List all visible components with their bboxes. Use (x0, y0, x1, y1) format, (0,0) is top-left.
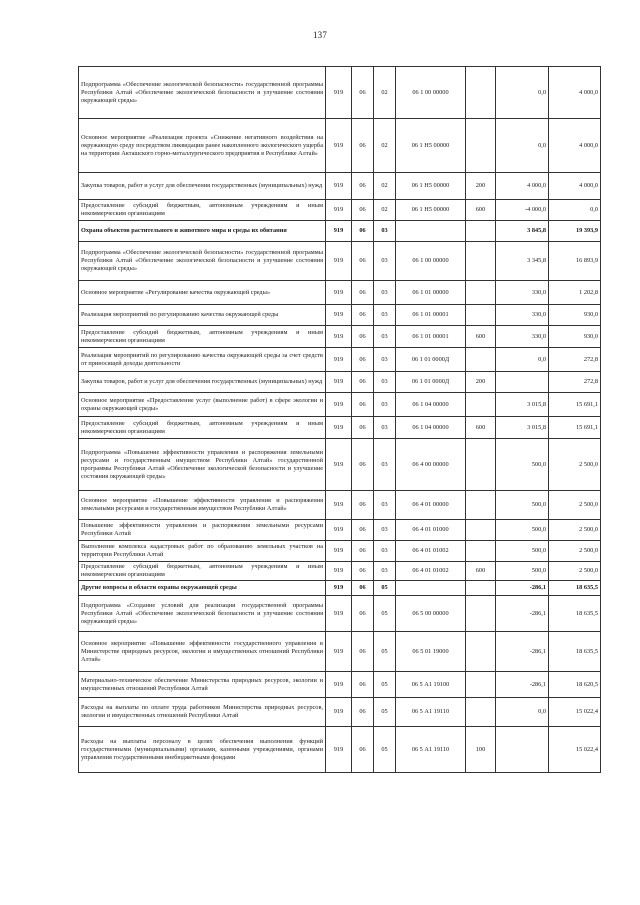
table-row (79, 281, 601, 305)
cell-section: 06 (352, 221, 374, 242)
cell-amount-change (496, 727, 549, 773)
cell-section: 06 (352, 727, 374, 773)
cell-amount-change: 0,0 (496, 698, 549, 727)
table-row (79, 305, 601, 326)
cell-description: Выполнение комплекса кадастровых работ по образованию земельных участков на территории Республики Алтай (79, 541, 326, 562)
cell-target-article: 06 1 04 00000 (396, 417, 466, 439)
cell-amount-total: 930,0 (549, 305, 601, 326)
cell-description: Другие вопросы в области охраны окружающей среды (79, 581, 326, 596)
cell-description: Закупка товаров, работ и услуг для обеспечения государственных (муниципальных) нужд (79, 173, 326, 200)
cell-expense-type (466, 67, 496, 119)
cell-amount-total: 15 022,4 (549, 698, 601, 727)
cell-target-article: 06 1 00 00000 (396, 67, 466, 119)
cell-amount-change: -286,1 (496, 596, 549, 632)
cell-amount-change: 500,0 (496, 541, 549, 562)
cell-expense-type (466, 632, 496, 672)
cell-target-article: 06 1 Н5 00000 (396, 173, 466, 200)
cell-section: 06 (352, 281, 374, 305)
cell-amount-total: 2 500,0 (549, 520, 601, 541)
table-row (79, 67, 601, 119)
cell-amount-total: 0,0 (549, 200, 601, 221)
cell-amount-change: 330,0 (496, 281, 549, 305)
cell-subsection: 05 (374, 698, 396, 727)
cell-ministry-code: 919 (326, 672, 352, 698)
table-row (79, 326, 601, 348)
cell-subsection: 03 (374, 417, 396, 439)
cell-amount-change: 500,0 (496, 439, 549, 491)
cell-section: 06 (352, 491, 374, 520)
cell-description: Основное мероприятие «Регулирование качества окружающей среды» (79, 281, 326, 305)
cell-description: Расходы на выплаты по оплате труда работников Министерства природных ресурсов, экологии и имущественных отношений Республики Алтай (79, 698, 326, 727)
cell-subsection: 03 (374, 520, 396, 541)
cell-subsection: 03 (374, 439, 396, 491)
cell-expense-type: 100 (466, 727, 496, 773)
cell-section: 06 (352, 672, 374, 698)
cell-description: Основное мероприятие «Реализация проекта «Снижение негативного воздействия на окружающую среду посредством ликвидации ранее накопленного экологического ущерба на территории Акташского горно-металлургического предприятия в Республике Алтай» (79, 119, 326, 173)
table-row (79, 173, 601, 200)
cell-target-article: 06 1 Н5 00000 (396, 119, 466, 173)
table-row (79, 348, 601, 372)
cell-target-article: 06 5 А1 19110 (396, 727, 466, 773)
cell-subsection: 03 (374, 491, 396, 520)
cell-expense-type (466, 439, 496, 491)
cell-subsection: 02 (374, 67, 396, 119)
cell-ministry-code: 919 (326, 727, 352, 773)
cell-amount-total: 2 500,0 (549, 562, 601, 581)
cell-section: 06 (352, 242, 374, 281)
cell-description: Расходы на выплаты персоналу в целях обеспечения выполнения функций государственными (муниципальными) органами, казенными учреждениями, органами управления государственными внебюджетными фондами (79, 727, 326, 773)
cell-amount-total: 930,0 (549, 326, 601, 348)
cell-amount-change (496, 372, 549, 393)
table-row (79, 581, 601, 596)
cell-ministry-code: 919 (326, 632, 352, 672)
cell-ministry-code: 919 (326, 562, 352, 581)
cell-subsection: 02 (374, 173, 396, 200)
cell-expense-type: 600 (466, 200, 496, 221)
cell-target-article: 06 1 01 00001 (396, 326, 466, 348)
table-row (79, 393, 601, 417)
cell-amount-total: 4 000,0 (549, 173, 601, 200)
cell-subsection: 03 (374, 221, 396, 242)
cell-description: Подпрограмма «Обеспечение экологической безопасности» государственной программы Республики Алтай «Обеспечение экологической безопасности и улучшение состояния окружающей среды» (79, 67, 326, 119)
cell-amount-total: 4 000,0 (549, 67, 601, 119)
cell-expense-type (466, 541, 496, 562)
cell-amount-change: 3 015,8 (496, 393, 549, 417)
cell-target-article: 06 4 01 01000 (396, 520, 466, 541)
cell-amount-total: 2 500,0 (549, 439, 601, 491)
cell-amount-total: 15 691,1 (549, 417, 601, 439)
cell-section: 06 (352, 67, 374, 119)
table-row (79, 200, 601, 221)
cell-target-article: 06 1 04 00000 (396, 393, 466, 417)
cell-description: Основное мероприятие «Повышение эффективности государственного управления в Министерстве природных ресурсов, экологии и имущественных отношений Республики Алтай» (79, 632, 326, 672)
table-row (79, 562, 601, 581)
cell-description: Повышение эффективности управления и распоряжения земельными ресурсами Республики Алтай (79, 520, 326, 541)
cell-expense-type (466, 281, 496, 305)
cell-description: Реализация мероприятий по регулированию качества окружающей среды (79, 305, 326, 326)
cell-section: 06 (352, 393, 374, 417)
cell-ministry-code: 919 (326, 372, 352, 393)
table-row (79, 596, 601, 632)
cell-ministry-code: 919 (326, 348, 352, 372)
cell-ministry-code: 919 (326, 67, 352, 119)
cell-target-article: 06 1 01 00001 (396, 305, 466, 326)
cell-expense-type (466, 221, 496, 242)
cell-expense-type (466, 393, 496, 417)
cell-amount-change: 3 015,8 (496, 417, 549, 439)
cell-expense-type (466, 698, 496, 727)
cell-ministry-code: 919 (326, 581, 352, 596)
cell-section: 06 (352, 305, 374, 326)
cell-section: 06 (352, 372, 374, 393)
cell-ministry-code: 919 (326, 596, 352, 632)
cell-subsection: 03 (374, 305, 396, 326)
cell-section: 06 (352, 417, 374, 439)
cell-amount-change: 330,0 (496, 305, 549, 326)
cell-amount-change: 3 845,8 (496, 221, 549, 242)
cell-section: 06 (352, 520, 374, 541)
cell-section: 06 (352, 541, 374, 562)
cell-subsection: 05 (374, 632, 396, 672)
cell-subsection: 02 (374, 200, 396, 221)
cell-ministry-code: 919 (326, 520, 352, 541)
cell-description: Подпрограмма «Повышение эффективности управления и распоряжения земельными ресурсами и государственным имуществом Республики Алтай» государственной программы Республики Алтай «Обеспечение экологической безопасности и улучшение состояния окружающей среды» (79, 439, 326, 491)
cell-section: 06 (352, 173, 374, 200)
cell-ministry-code: 919 (326, 491, 352, 520)
cell-description: Основное мероприятие «Повышение эффективности управления и распоряжения земельными ресурсами и государственным имуществом Республики Алтай» (79, 491, 326, 520)
cell-description: Подпрограмма «Обеспечение экологической безопасности» государственной программы Республики Алтай «Обеспечение экологической безопасности и улучшение состояния окружающей среды» (79, 242, 326, 281)
cell-target-article: 06 1 01 00000 (396, 281, 466, 305)
cell-target-article: 06 1 01 0000Д (396, 348, 466, 372)
table-row (79, 491, 601, 520)
cell-expense-type: 200 (466, 173, 496, 200)
cell-amount-total: 2 500,0 (549, 491, 601, 520)
cell-amount-total: 2 500,0 (549, 541, 601, 562)
cell-subsection: 05 (374, 581, 396, 596)
cell-section: 06 (352, 348, 374, 372)
cell-amount-total: 272,8 (549, 348, 601, 372)
cell-ministry-code: 919 (326, 173, 352, 200)
cell-amount-total: 15 691,1 (549, 393, 601, 417)
cell-ministry-code: 919 (326, 541, 352, 562)
cell-subsection: 05 (374, 672, 396, 698)
cell-subsection: 02 (374, 119, 396, 173)
table-row (79, 541, 601, 562)
cell-target-article: 06 5 А1 19100 (396, 672, 466, 698)
cell-amount-total: 1 202,8 (549, 281, 601, 305)
cell-subsection: 03 (374, 372, 396, 393)
table-row (79, 221, 601, 242)
cell-subsection: 03 (374, 242, 396, 281)
cell-section: 06 (352, 562, 374, 581)
table-row (79, 119, 601, 173)
page-number: 137 (312, 30, 328, 40)
cell-amount-total: 18 635,5 (549, 632, 601, 672)
cell-target-article: 06 1 01 0000Д (396, 372, 466, 393)
cell-description: Основное мероприятие «Предоставление услуг (выполнение работ) в сфере экологии и охраны окружающей среды» (79, 393, 326, 417)
cell-amount-total: 18 635,5 (549, 596, 601, 632)
cell-expense-type (466, 119, 496, 173)
cell-subsection: 03 (374, 326, 396, 348)
cell-amount-change: 0,0 (496, 67, 549, 119)
cell-subsection: 03 (374, 281, 396, 305)
cell-expense-type (466, 596, 496, 632)
table-row (79, 242, 601, 281)
cell-amount-change: 500,0 (496, 562, 549, 581)
cell-expense-type (466, 305, 496, 326)
cell-subsection: 03 (374, 562, 396, 581)
cell-amount-change: -286,1 (496, 632, 549, 672)
cell-subsection: 03 (374, 393, 396, 417)
table-row (79, 372, 601, 393)
cell-target-article: 06 5 А1 19110 (396, 698, 466, 727)
table-row (79, 672, 601, 698)
cell-ministry-code: 919 (326, 221, 352, 242)
cell-target-article: 06 5 00 00000 (396, 596, 466, 632)
cell-target-article: 06 1 Н5 00000 (396, 200, 466, 221)
budget-table (78, 66, 601, 773)
cell-description: Материально-техническое обеспечение Министерства природных ресурсов, экологии и имущественных отношений Республики Алтай (79, 672, 326, 698)
cell-amount-total: 18 635,5 (549, 581, 601, 596)
cell-target-article: 06 4 01 01002 (396, 562, 466, 581)
cell-ministry-code: 919 (326, 242, 352, 281)
cell-expense-type: 600 (466, 326, 496, 348)
cell-expense-type: 600 (466, 417, 496, 439)
cell-target-article: 06 4 01 01002 (396, 541, 466, 562)
cell-description: Предоставление субсидий бюджетным, автономным учреждениям и иным некоммерческим организациям (79, 417, 326, 439)
cell-section: 06 (352, 581, 374, 596)
cell-ministry-code: 919 (326, 326, 352, 348)
cell-amount-total: 4 000,0 (549, 119, 601, 173)
cell-target-article: 06 4 01 00000 (396, 491, 466, 520)
cell-amount-change: 0,0 (496, 348, 549, 372)
cell-section: 06 (352, 200, 374, 221)
budget-table-body (79, 67, 601, 773)
cell-section: 06 (352, 439, 374, 491)
cell-expense-type (466, 581, 496, 596)
cell-amount-total: 16 893,9 (549, 242, 601, 281)
table-row (79, 417, 601, 439)
cell-ministry-code: 919 (326, 200, 352, 221)
cell-amount-change: 3 345,8 (496, 242, 549, 281)
table-row (79, 727, 601, 773)
cell-section: 06 (352, 596, 374, 632)
cell-target-article (396, 581, 466, 596)
cell-amount-change: 330,0 (496, 326, 549, 348)
cell-ministry-code: 919 (326, 698, 352, 727)
cell-ministry-code: 919 (326, 281, 352, 305)
cell-description: Закупка товаров, работ и услуг для обеспечения государственных (муниципальных) нужд (79, 372, 326, 393)
cell-section: 06 (352, 326, 374, 348)
cell-amount-change: -286,1 (496, 672, 549, 698)
cell-expense-type (466, 672, 496, 698)
cell-amount-total: 19 393,9 (549, 221, 601, 242)
cell-amount-change: -286,1 (496, 581, 549, 596)
cell-amount-change: -4 000,0 (496, 200, 549, 221)
cell-description: Предоставление субсидий бюджетным, автономным учреждениям и иным некоммерческим организациям (79, 326, 326, 348)
cell-amount-change: 0,0 (496, 119, 549, 173)
cell-amount-total: 272,8 (549, 372, 601, 393)
cell-expense-type (466, 348, 496, 372)
cell-amount-change: 500,0 (496, 491, 549, 520)
cell-expense-type: 600 (466, 562, 496, 581)
cell-expense-type (466, 520, 496, 541)
cell-subsection: 05 (374, 596, 396, 632)
cell-description: Охрана объектов растительного и животного мира и среды их обитания (79, 221, 326, 242)
cell-subsection: 03 (374, 348, 396, 372)
cell-amount-change: 500,0 (496, 520, 549, 541)
cell-amount-change: 4 000,0 (496, 173, 549, 200)
table-row (79, 632, 601, 672)
table-row (79, 520, 601, 541)
cell-ministry-code: 919 (326, 119, 352, 173)
cell-description: Реализация мероприятий по регулированию качества окружающей среды за счет средств от приносящей доходы деятельности (79, 348, 326, 372)
cell-section: 06 (352, 119, 374, 173)
cell-description: Подпрограмма «Создание условий для реализации государственной программы Республики Алтай «Обеспечение экологической безопасности и улучшение состояния окружающей среды» (79, 596, 326, 632)
cell-ministry-code: 919 (326, 305, 352, 326)
cell-ministry-code: 919 (326, 393, 352, 417)
table-row (79, 698, 601, 727)
cell-description: Предоставление субсидий бюджетным, автономным учреждениям и иным некоммерческим организациям (79, 200, 326, 221)
cell-description: Предоставление субсидий бюджетным, автономным учреждениям и иным некоммерческим организациям (79, 562, 326, 581)
cell-target-article: 06 1 00 00000 (396, 242, 466, 281)
cell-ministry-code: 919 (326, 439, 352, 491)
cell-ministry-code: 919 (326, 417, 352, 439)
cell-target-article: 06 5 01 19000 (396, 632, 466, 672)
cell-target-article: 06 4 00 00000 (396, 439, 466, 491)
cell-expense-type (466, 491, 496, 520)
cell-amount-total: 15 022,4 (549, 727, 601, 773)
cell-subsection: 03 (374, 541, 396, 562)
cell-section: 06 (352, 698, 374, 727)
cell-subsection: 05 (374, 727, 396, 773)
cell-expense-type: 200 (466, 372, 496, 393)
cell-expense-type (466, 242, 496, 281)
table-row (79, 439, 601, 491)
cell-target-article (396, 221, 466, 242)
cell-amount-total: 18 620,5 (549, 672, 601, 698)
cell-section: 06 (352, 632, 374, 672)
